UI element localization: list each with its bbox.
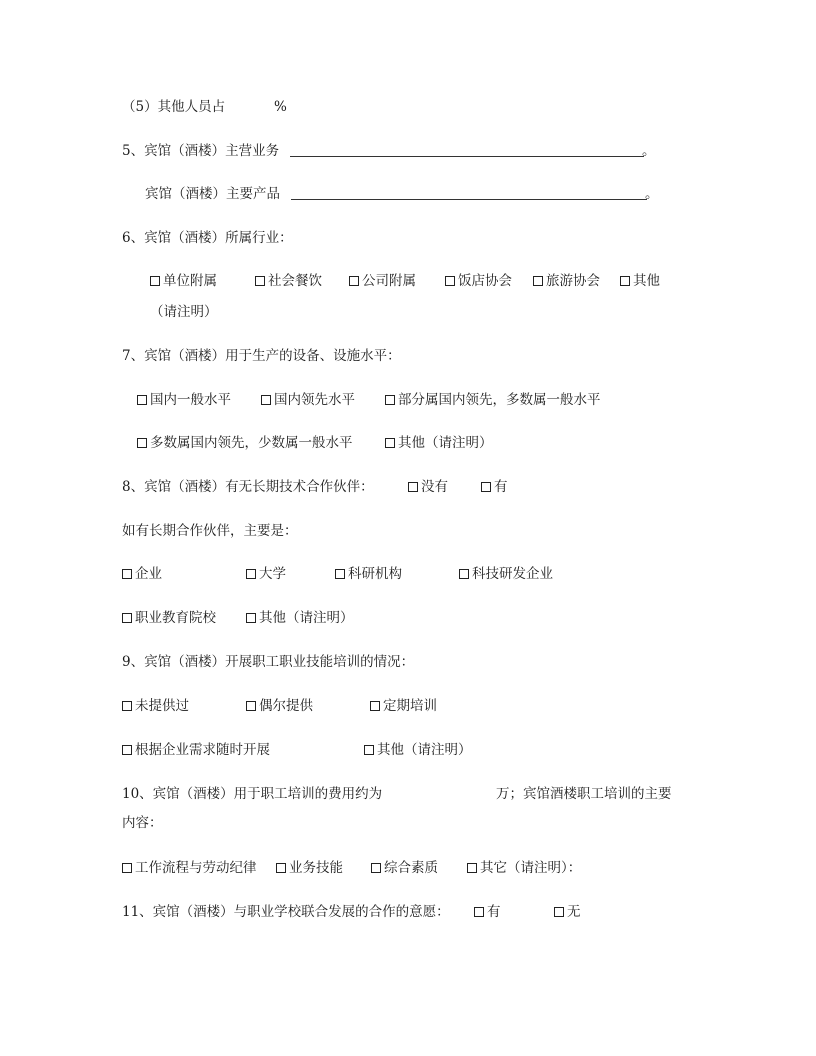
q9-option-1[interactable]: 未提供过	[122, 696, 189, 716]
q8-sub-title: 如有长期合作伙伴，主要是：	[122, 523, 298, 539]
q5-products-end: 。	[645, 186, 659, 202]
checkbox-icon[interactable]	[371, 863, 381, 873]
q8-partner-3[interactable]: 科研机构	[335, 564, 402, 584]
q7-option-1[interactable]: 国内一般水平	[137, 390, 231, 410]
checkbox-icon[interactable]	[261, 395, 271, 405]
q9-option-2[interactable]: 偶尔提供	[246, 696, 313, 716]
checkbox-icon[interactable]	[137, 395, 147, 405]
q10-part3: 内容：	[122, 815, 163, 831]
q11-option-yes[interactable]: 有	[474, 902, 501, 922]
q6-note: （请注明）	[150, 304, 218, 320]
q5-products-label: 宾馆（酒楼）主要产品	[145, 186, 280, 202]
checkbox-icon[interactable]	[122, 863, 132, 873]
q10-option-2[interactable]: 业务技能	[276, 858, 343, 878]
checkbox-icon[interactable]	[122, 569, 132, 579]
q5-business-end: 。	[642, 143, 656, 159]
q5-products-blank[interactable]	[291, 185, 647, 200]
q8-option-none[interactable]: 没有	[408, 477, 448, 497]
checkbox-icon[interactable]	[554, 907, 564, 917]
q8-option-yes[interactable]: 有	[481, 477, 508, 497]
q10-option-1[interactable]: 工作流程与劳动纪律	[122, 858, 257, 878]
checkbox-icon[interactable]	[255, 276, 265, 286]
q4-item5-unit: %	[274, 99, 287, 115]
q7-option-2[interactable]: 国内领先水平	[261, 390, 355, 410]
checkbox-icon[interactable]	[385, 395, 395, 405]
q7-option-3[interactable]: 部分属国内领先，多数属一般水平	[385, 390, 601, 410]
checkbox-icon[interactable]	[122, 701, 132, 711]
q7-option-5[interactable]: 其他（请注明）	[385, 433, 493, 453]
checkbox-icon[interactable]	[246, 613, 256, 623]
q10-option-3[interactable]: 综合素质	[371, 858, 438, 878]
checkbox-icon[interactable]	[533, 276, 543, 286]
q5-business-label: 5、宾馆（酒楼）主营业务	[122, 143, 280, 159]
q7-title: 7、宾馆（酒楼）用于生产的设备、设施水平：	[122, 348, 401, 364]
q6-option-6[interactable]: 其他	[620, 271, 660, 291]
q9-title: 9、宾馆（酒楼）开展职工职业技能培训的情况：	[122, 654, 415, 670]
q11-option-no[interactable]: 无	[554, 902, 581, 922]
q9-option-5[interactable]: 其他（请注明）	[364, 740, 472, 760]
checkbox-icon[interactable]	[445, 276, 455, 286]
q6-option-1[interactable]: 单位附属	[150, 271, 217, 291]
checkbox-icon[interactable]	[385, 438, 395, 448]
checkbox-icon[interactable]	[474, 907, 484, 917]
checkbox-icon[interactable]	[349, 276, 359, 286]
q6-option-2[interactable]: 社会餐饮	[255, 271, 322, 291]
q5-business-blank[interactable]	[290, 142, 644, 157]
q8-partner-1[interactable]: 企业	[122, 564, 162, 584]
checkbox-icon[interactable]	[335, 569, 345, 579]
q8-partner-5[interactable]: 职业教育院校	[122, 608, 216, 628]
q6-title: 6、宾馆（酒楼）所属行业：	[122, 230, 293, 246]
checkbox-icon[interactable]	[481, 482, 491, 492]
q6-option-3[interactable]: 公司附属	[349, 271, 416, 291]
checkbox-icon[interactable]	[150, 276, 160, 286]
checkbox-icon[interactable]	[246, 701, 256, 711]
q6-option-5[interactable]: 旅游协会	[533, 271, 600, 291]
checkbox-icon[interactable]	[620, 276, 630, 286]
q7-option-4[interactable]: 多数属国内领先，少数属一般水平	[137, 433, 353, 453]
q10-option-4[interactable]: 其它（请注明）：	[467, 858, 581, 878]
checkbox-icon[interactable]	[370, 701, 380, 711]
q4-item5-label: （5）其他人员占	[122, 99, 226, 115]
q8-title: 8、宾馆（酒楼）有无长期技术合作伙伴：	[122, 479, 374, 495]
checkbox-icon[interactable]	[459, 569, 469, 579]
checkbox-icon[interactable]	[408, 482, 418, 492]
q11-title: 11、宾馆（酒楼）与职业学校联合发展的合作的意愿：	[122, 904, 450, 920]
q9-option-3[interactable]: 定期培训	[370, 696, 437, 716]
checkbox-icon[interactable]	[137, 438, 147, 448]
checkbox-icon[interactable]	[467, 863, 477, 873]
checkbox-icon[interactable]	[364, 745, 374, 755]
checkbox-icon[interactable]	[122, 745, 132, 755]
checkbox-icon[interactable]	[246, 569, 256, 579]
q6-option-4[interactable]: 饭店协会	[445, 271, 512, 291]
q10-part1: 10、宾馆（酒楼）用于职工培训的费用约为	[122, 786, 383, 802]
q8-partner-2[interactable]: 大学	[246, 564, 286, 584]
checkbox-icon[interactable]	[276, 863, 286, 873]
q10-part2: 万；宾馆酒楼职工培训的主要	[496, 786, 672, 802]
q8-partner-6[interactable]: 其他（请注明）	[246, 608, 354, 628]
checkbox-icon[interactable]	[122, 613, 132, 623]
q9-option-4[interactable]: 根据企业需求随时开展	[122, 740, 270, 760]
q8-partner-4[interactable]: 科技研发企业	[459, 564, 553, 584]
